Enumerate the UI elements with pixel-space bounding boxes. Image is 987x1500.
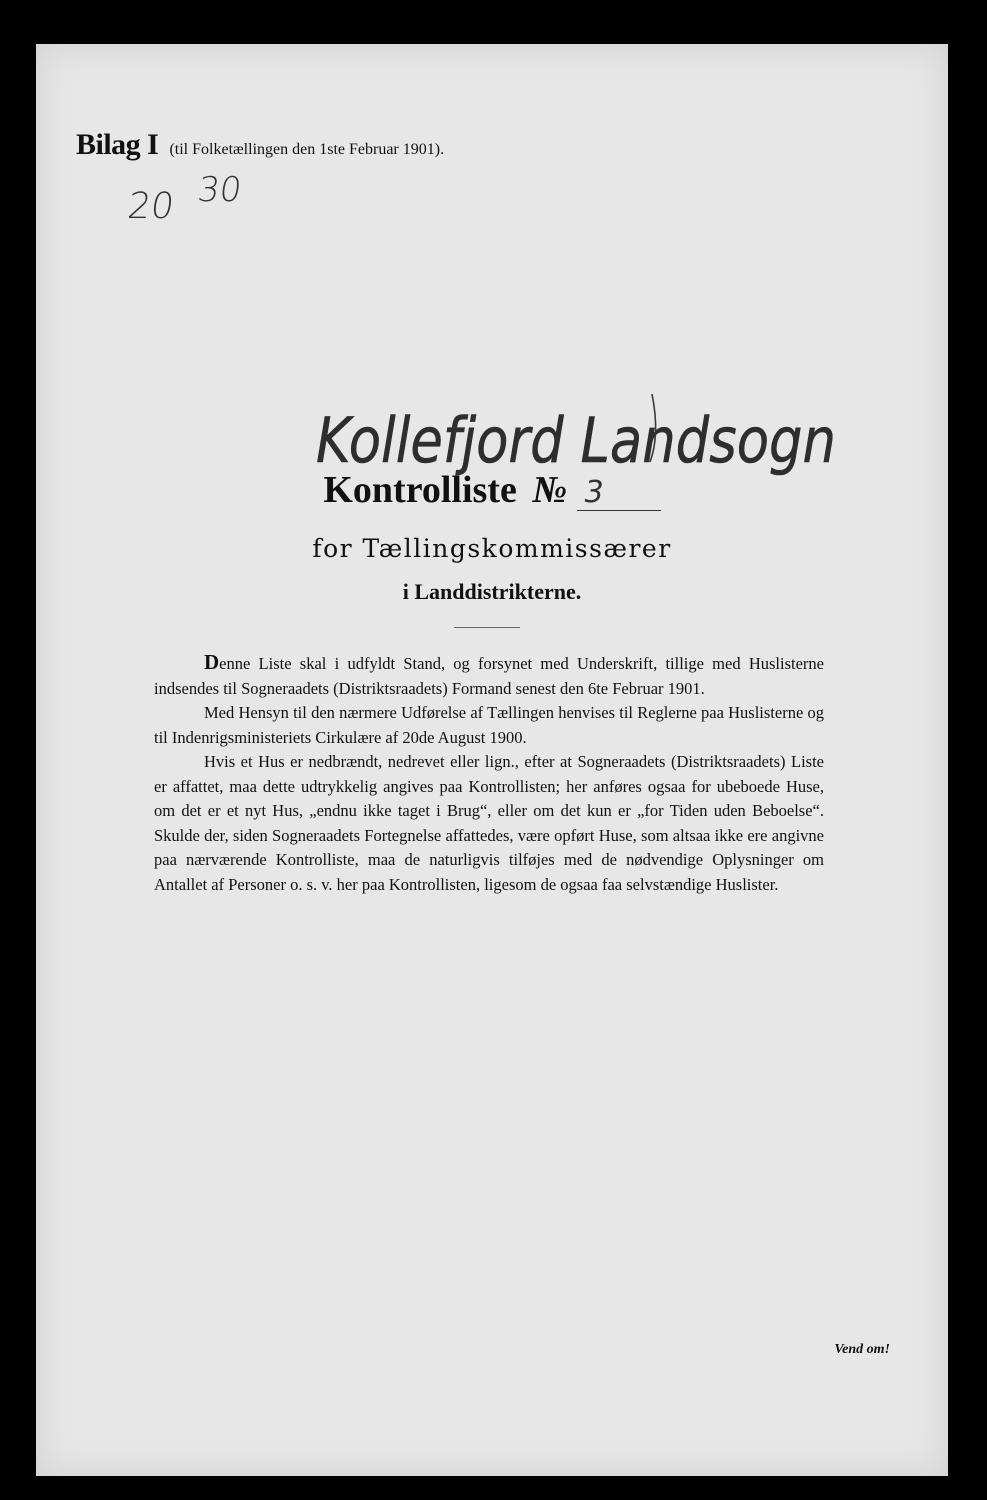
document-page xyxy=(36,44,948,1476)
handwritten-number-a: 20 xyxy=(125,186,177,227)
turn-over-note: Vend om! xyxy=(834,1342,890,1357)
divider xyxy=(454,627,520,628)
instructions-text xyxy=(154,650,824,897)
number-symbol: № xyxy=(532,469,568,511)
paragraph-1: Denne Liste skal i udfyldt Stand, og forsynet med Underskrift, tillige med Huslisterne indsendes til Sogneraadets (Distriktsraadets) Formand senest den 6te Februar 1901. xyxy=(154,650,824,698)
paragraph-2: Med Hensyn til den nærmere Udførelse af Tællingen henvises til Reglerne paa Huslisterne og til Indenrigsministeriets Cirkulære af 20de August 1900. xyxy=(154,703,824,747)
bilag-label: Bilag I xyxy=(76,128,159,161)
title-main: Kontrolliste xyxy=(323,469,517,511)
page-title xyxy=(36,468,948,512)
list-number: 3 xyxy=(577,475,661,511)
paragraph-3: Hvis et Hus er nedbrændt, nedrevet eller lign., efter at Sogneraadets (Distriktsraadets) Liste er affattet, maa dette udtrykkelig angives paa Kontrollisten; her anføres ogsaa for ubeboede Huse, om det er et nyt Hus, „endnu ikke taget i Brug“, eller om det kun er „for Tiden uden Beboelse“. Skulde der, siden Sogneraadets Fortegnelse affattedes, være opført Huse, som altsaa ikke ere angivne paa nærværende Kontrolliste, maa de naturligvis tilføjes med de nødvendige Oplysninger om Antallet af Personer o. s. v. her paa Kontrollisten, ligesom de ogsaa faa selvstændige Huslister. xyxy=(154,752,824,894)
handwritten-number-b: 30 xyxy=(195,170,245,210)
handwritten-place-text: Kollefjord Landsogn xyxy=(316,404,836,477)
document-header xyxy=(76,128,444,162)
district-heading: i Landdistrikterne. xyxy=(402,579,582,604)
page-subtitle: for Tællingskommissærer xyxy=(312,534,672,563)
bilag-subtitle: (til Folketællingen den 1ste Februar 1901). xyxy=(169,141,445,158)
